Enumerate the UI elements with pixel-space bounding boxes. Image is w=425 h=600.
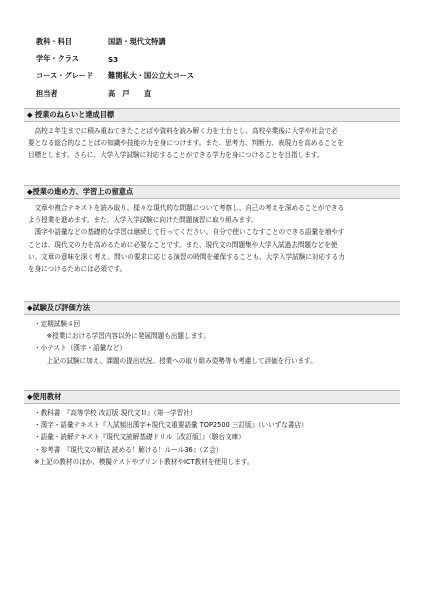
- meta-value: S3: [108, 54, 119, 64]
- meta-row-course: [36, 68, 396, 85]
- meta-value: 高 戸 直: [108, 88, 152, 98]
- section-heading: ◆授業の進め方、学習上の留意点: [24, 185, 400, 199]
- meta-value: 難関私大・国公立大コース: [108, 71, 194, 81]
- list-item: ・小テスト（漢字・語彙など）: [34, 344, 127, 353]
- section-heading: ◆試験及び評価方法: [24, 301, 400, 315]
- section-body: [24, 125, 400, 162]
- section-heading: ◆使用教材: [24, 390, 400, 404]
- section-materials: [24, 390, 400, 468]
- meta-label: 担当者: [36, 88, 58, 98]
- list-item: ※授業における学習内容以外に発展問題も出題します。: [40, 332, 210, 341]
- section-body: [24, 202, 400, 275]
- body-line: 高校２年生までに積み重ねてきたことばや資料を読み解く力を土台とし、高校卒業後に大学や社会で必: [28, 127, 338, 135]
- meta-row-teacher: [36, 85, 396, 102]
- body-line: い、文章の意味を深く考え、問いの要求に応じる演習の時間を確保することも、大学入学試験に対応する力: [28, 252, 345, 261]
- list-item: ・定期試験４回: [34, 320, 81, 328]
- list-item: ※上記の教材のほか、模擬テストやプリント教材やICT教材を使用します。: [34, 457, 254, 466]
- body-line: よう授業を進めます。また、大学入学試験に向けた問題演習に取り組みます。: [28, 216, 258, 225]
- section-method: [24, 185, 400, 275]
- section-heading: ◆ 授業のねらいと達成目標: [24, 108, 400, 122]
- section-body: [24, 407, 400, 468]
- body-line: 漢字や語彙などの基礎的な学習は継続して行ってください。自分で使いこなすことのできる語彙を増やす: [28, 228, 345, 237]
- body-line: 文章や複合テキストを読み取り、様々な現代的な問題について考察し、自己の考えを深めることができる: [28, 204, 345, 212]
- meta-label: 学年・クラス: [36, 54, 79, 64]
- section-evaluation: [24, 301, 400, 367]
- list-item: 上記の試験に加え、課題の提出状況、授業への取り組み姿勢等も考慮して評価を行います。: [40, 356, 317, 365]
- course-meta: [36, 33, 396, 103]
- meta-row-subject: [36, 33, 396, 50]
- list-item: ・参考書 『現代文の解法 読める！解ける！ルール36』（Ｚ会）: [34, 445, 223, 454]
- body-line: ことは、現代文の力を高めるために必要なことです。また、現代文の問題集や大学入試過去問題などを使: [28, 240, 338, 249]
- body-line: 要となる総合的なことばの知識や技能の力を身につけます。また、思考力、判断力、表現力を高めることを: [28, 139, 344, 148]
- meta-label: コース・グレード: [36, 71, 94, 81]
- list-item: ・教科書 『高等学校 改訂版 現代文Ｂ』（第一学習社）: [34, 409, 197, 417]
- body-line: 目標とします。さらに、大学入学試験に対応することができる学力を身につけることを目指します。: [28, 151, 324, 160]
- meta-value: 国語・現代文特講: [108, 36, 166, 46]
- list-item: ・語彙・読解テキスト『現代文読解基礎ドリル［改訂版］』（駿台文庫）: [34, 433, 245, 442]
- body-line: を身につけるためには必須です。: [28, 265, 127, 274]
- meta-label: 教科・科目: [36, 36, 72, 46]
- meta-row-class: [36, 50, 396, 67]
- section-aims: [24, 108, 400, 162]
- list-item: ・漢字・語彙テキスト『入試頻出漢字+現代文重要語彙 TOP2500 三訂版』（いいずな書店）: [34, 421, 308, 430]
- section-body: [24, 318, 400, 367]
